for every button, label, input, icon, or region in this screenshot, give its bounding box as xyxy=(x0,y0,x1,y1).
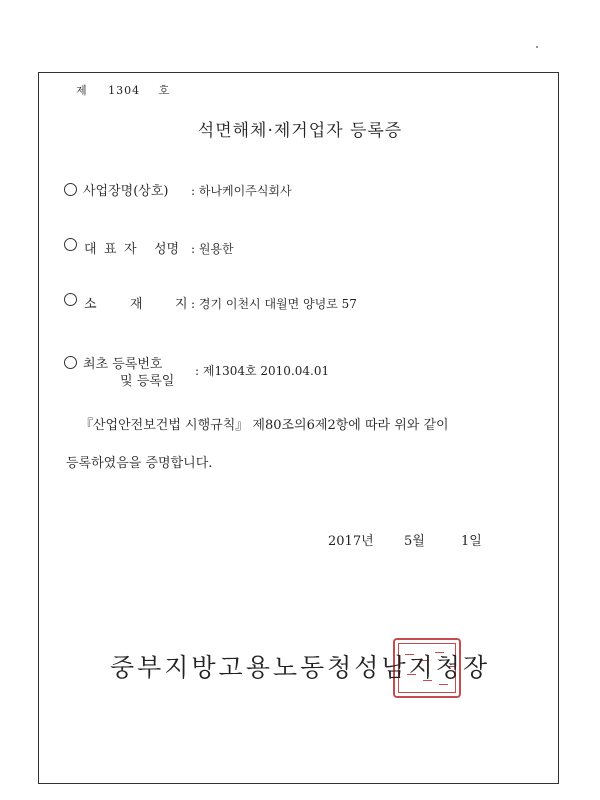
registration-value: : 제1304호 2010.04.01 xyxy=(195,364,330,378)
business-name-label-row xyxy=(64,180,169,199)
rep-label-char: 표 xyxy=(104,242,117,257)
scan-speck xyxy=(536,46,538,48)
loc-label-char: 지 xyxy=(175,297,188,312)
seal-stroke xyxy=(439,684,448,685)
certificate-number xyxy=(76,82,170,98)
bullet-circle-icon xyxy=(64,183,77,196)
business-name-value: : 하나케이주식회사 xyxy=(191,184,292,198)
rep-label-char: 대 xyxy=(84,242,97,257)
loc-label-char: 재 xyxy=(130,297,143,312)
location-value: : 경기 이천시 대월면 양녕로 57 xyxy=(191,297,357,311)
date-year: 2017년 xyxy=(328,534,374,549)
date-day: 1일 xyxy=(461,534,482,549)
body-line-2: 등록하였음을 증명합니다. xyxy=(66,456,213,471)
cert-no-prefix: 제 xyxy=(76,84,88,97)
issuer-name: 중부지방고용노동청성남지청장 xyxy=(109,653,491,682)
date-month: 5월 xyxy=(404,534,425,549)
rep-label-char: 자 xyxy=(124,242,137,257)
body-line-1: 『산업안전보건법 시행규칙』 제80조의6제2항에 따라 위와 같이 xyxy=(80,418,449,433)
rep-label-char: 성명 xyxy=(154,242,180,257)
business-name-label: 사업장명(상호) xyxy=(83,184,169,199)
representative-label-row xyxy=(64,238,194,257)
loc-label-char: 소 xyxy=(84,297,97,312)
cert-no-suffix: 호 xyxy=(158,84,171,97)
bullet-circle-icon xyxy=(64,356,77,369)
registration-label-line1: 최초 등록번호 xyxy=(83,357,163,372)
registration-label-line2: 및 등록일 xyxy=(120,374,175,389)
bullet-circle-icon xyxy=(64,293,77,306)
cert-no-value: 1304 xyxy=(108,84,141,97)
representative-value: : 원용한 xyxy=(191,242,234,256)
location-label-row xyxy=(64,293,194,312)
bullet-circle-icon xyxy=(64,238,77,251)
document-title: 석면해체·제거업자 등록증 xyxy=(197,121,403,141)
